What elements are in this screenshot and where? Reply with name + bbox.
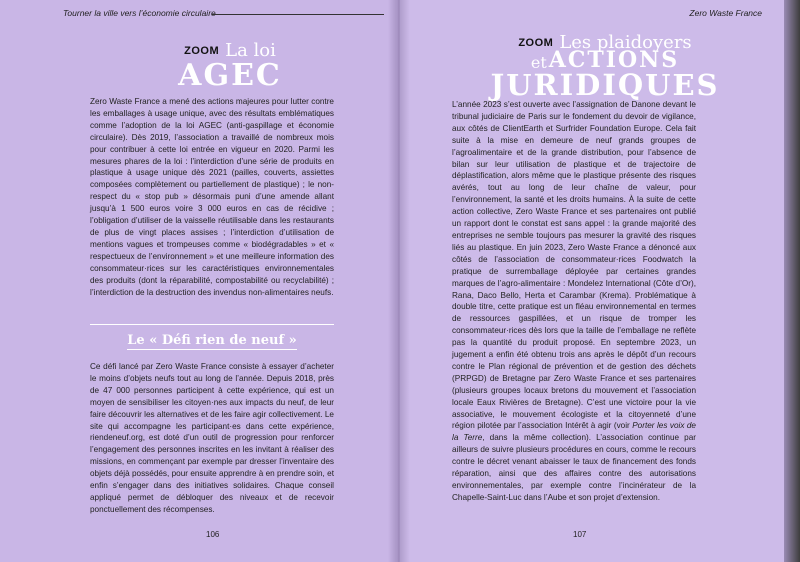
zoom-title-et: et (530, 53, 547, 73)
header-rule-left (212, 14, 384, 15)
paragraph: Ce défi lancé par Zero Waste France consiste à essayer d’acheter le moins d’objets neufs tout au long de l’année. Depuis 2018, près de 47 000 personnes participent à cette expérience, qui est un moyen de sensibiliser les citoyen·nes aux impacts du neuf, de leur faire découvrir les alternatives et de les faire agir collectivement. Le site qui accompagne les participant·es dans cette expérience, riendeneuf.org, est doté d’un outil de progression pour renforcer l’engagement des personnes inscrites en les invitant à réaliser des missions, en commençant par exemple par dresser l’inventaire des objets déjà possédés, pour ensuite apprendre à en prendre soin, et enfin s’engager dans des initiatives solidaires. Chaque conseil appliqué permet de débloquer des niveaux et de recevoir ponctuellement des récompenses. (90, 362, 334, 514)
page-number-right: 107 (573, 530, 587, 539)
zoom-heading-agec (120, 40, 340, 91)
page-number-left: 106 (206, 530, 220, 539)
defi-body-text (90, 361, 334, 516)
zoom-title-actions: ACTIONS (548, 47, 680, 73)
zoom-title-small: La loi (225, 40, 276, 61)
book-title-italic: Porter les voix de la Terre (452, 421, 696, 443)
left-page (0, 0, 396, 562)
agec-body-text (90, 96, 334, 298)
zoom-heading-actions-juridiques (470, 32, 740, 103)
paragraph: L’année 2023 s’est ouverte avec l’assignation de Danone devant le tribunal judiciaire de Paris sur le fondement du devoir de vigilance, aux côtés de ClientEarth et Surfrider Foundation Europe. Cela fait suite à la mise en demeure de neuf grands groupes de l’agroalimentaire et de la grande distribution, pour l’absence de bilan sur leur utilisation de plastique et de trajectoire de déplastification, alors même que le plastique présente des risques avérés, tout au long de leur chaîne de valeur, pour l’environnement, la santé et les droits humains. À la suite de cette action collective, Zero Waste France et ses partenaires ont publié un rapport dont le constat est sans appel : la grande majorité des entreprises ne semble toujours pas mesurer la gravité des risques liés au plastique. En juin 2023, Zero Waste France a dénoncé aux côtés de l’association de consommateur·rices Foodwatch la pratique de surremballage déployée par certaines grandes marques de l’agro-alimentaire : Mondelez International (Côte d’Or), Rana, Daco Bello, Herta et Carambar (Krema). Problématique à double titre, cette pratique est un fléau environnemental en termes de ressources gaspillées, et un risque de tromper les consommateur·rices dès lors que la taille de l’emballage ne reflète pas la quantité du produit proposé. En septembre 2023, un jugement a enfin été obtenu trois ans après le dépôt d’un recours contre le Plan régional de prévention et de gestion des déchets (PRPGD) de Bretagne par Zero Waste France et ses partenaires (plusieurs groupes locaux bretons du mouvement et l’association locale Eaux Rivières de Bretagne). C’est une victoire pour la vie associative, le mouvement écologiste et la citoyenneté d’une région pilotée par l’association Intérêt à agir (voir Porter les voix de la Terre, dans la même collection). L’association continue par ailleurs de suivre plusieurs procédures en cours, comme le recours contre le décret venant abaisser le taux de financement des fonds réparation, ainsi que des affaires contre des autorisations environnementales, par exemple contre l’incinérateur de la Chapelle-Saint-Luc dans l’Aube et son projet d’extension. (452, 100, 696, 502)
subhead-divider (90, 324, 334, 350)
paragraph: Zero Waste France a mené des actions majeures pour lutter contre les emballages à usage unique, avec des résultats emblématiques comme l’adoption de la loi AGEC (anti-gaspillage et économie circulaire). Dès 2019, l’association a travaillé de nombreux mois pour contribuer à cette loi entrée en vigueur en 2020. Parmi les mesures phares de la loi : l’interdiction d’une série de produits en plastique à usage unique dès 2021 (pailles, couverts, assiettes composées complètement ou partiellement de plastique) ; le non-respect du « stop pub » désormais puni d’une amende allant jusqu’à 1 500 euros voire 3 000 euros en cas de récidive ; l’obligation d’utiliser de la vaisselle réutilisable dans les restaurants de plus de vingt places assises ; l’interdiction d’utilisation de mentions vagues et trompeuses comme « biodégradables » et « respectueux de l’environnement » et une meilleure information des consommateur·rices sur les caractéristiques environnementales des produits (dont la réparabilité, compostabilité ou recyclabilité) ; l’interdiction de la destruction des invendus non-alimentaires neufs. (90, 97, 334, 297)
page-edge (784, 0, 800, 562)
running-head-right: Zero Waste France (689, 8, 762, 18)
actions-juridiques-body-text (452, 99, 696, 504)
zoom-tag: ZOOM (184, 44, 220, 57)
zoom-title-big: AGEC (178, 58, 282, 93)
running-head-left: Tourner la ville vers l’économie circulaire (63, 8, 216, 18)
zoom-tag: ZOOM (518, 36, 554, 49)
subhead-defi-rien-de-neuf: Le « Défi rien de neuf » (127, 333, 297, 348)
zoom-title-big: JURIDIQUES (490, 68, 720, 103)
book-gutter (388, 0, 410, 562)
zoom-title-small: Les plaidoyers (559, 32, 692, 53)
